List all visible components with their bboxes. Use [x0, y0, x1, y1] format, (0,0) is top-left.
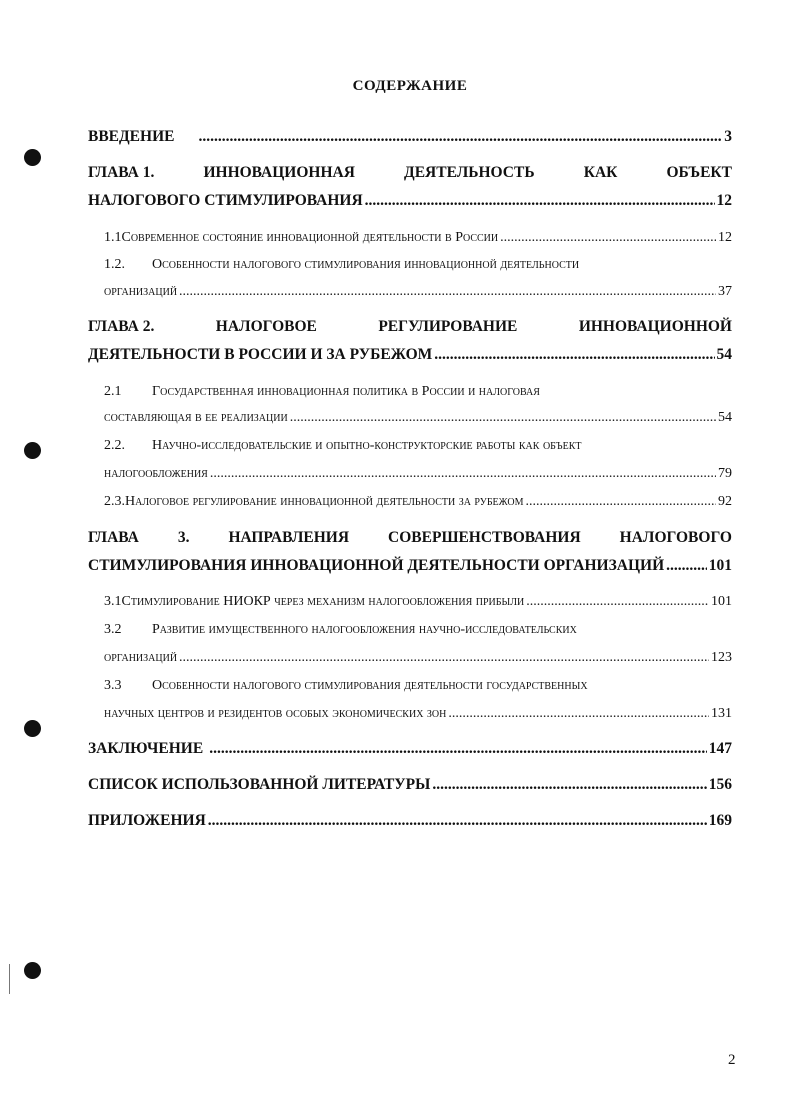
toc-section-1-2-cont[interactable]: [88, 284, 732, 300]
dot-leader: [179, 650, 709, 666]
toc-label: Особенности налогового стимулирования деятельности государственных: [152, 678, 588, 693]
toc-section-2-2[interactable]: [88, 438, 732, 454]
heading-word: ГЛАВА 1.: [88, 164, 155, 181]
toc-chapter-1-heading[interactable]: [88, 164, 732, 182]
toc-label: ВВЕДЕНИЕ: [88, 128, 175, 145]
toc-entry-bibliography[interactable]: [88, 776, 732, 794]
heading-word: 3.: [177, 529, 190, 546]
toc-label: научных центров и резидентов особых экономических зон: [104, 706, 447, 721]
heading-word: НАЛОГОВОЕ: [215, 318, 317, 335]
toc-label: Современное состояние инновационной деятельности в России: [121, 230, 499, 245]
toc-label: ПРИЛОЖЕНИЯ: [88, 812, 206, 829]
toc-section-2-1-cont[interactable]: [88, 410, 732, 426]
dot-leader: [666, 557, 707, 575]
toc-page: 131: [711, 706, 732, 721]
dot-leader: [526, 494, 717, 510]
toc-page: 156: [708, 776, 732, 793]
heading-word: НАПРАВЛЕНИЯ: [228, 529, 350, 546]
toc-label: Научно-исследовательские и опытно-конструкторские работы как объект: [152, 438, 582, 453]
toc-page: 3: [724, 128, 732, 145]
toc-chapter-3[interactable]: [88, 557, 732, 575]
toc-label: организаций: [104, 650, 178, 665]
scan-mark: [9, 964, 10, 994]
heading-word: НАЛОГОВОГО: [619, 529, 732, 546]
heading-word: РЕГУЛИРОВАНИЕ: [378, 318, 518, 335]
section-number: 3.3: [104, 678, 122, 693]
section-number: 1.2.: [104, 257, 125, 272]
dot-leader: [208, 812, 707, 830]
dot-leader: [434, 346, 714, 364]
heading-word: ГЛАВА 2.: [88, 318, 155, 335]
binder-hole: [24, 442, 41, 459]
toc-page: 101: [708, 557, 732, 574]
toc-page: 79: [718, 466, 732, 481]
heading-word: ДЕЯТЕЛЬНОСТЬ: [404, 164, 535, 181]
toc-label: Налоговое регулирование инновационной деятельности за рубежом: [125, 494, 524, 509]
toc-label: ЗАКЛЮЧЕНИЕ: [88, 740, 204, 757]
toc-chapter-1[interactable]: [88, 192, 732, 210]
toc-label: налогообложения: [104, 466, 208, 481]
heading-word: ОБЪЕКТ: [666, 164, 732, 181]
page-title: СОДЕРЖАНИЕ: [352, 78, 468, 94]
toc-label: Развитие имущественного налогообложения научно-исследовательских: [152, 622, 577, 637]
dot-leader: [209, 740, 707, 758]
toc-label: составляющая в ее реализации: [104, 410, 288, 425]
dot-leader: [290, 410, 716, 426]
toc-chapter-2-heading[interactable]: [88, 318, 732, 336]
toc-label: НАЛОГОВОГО СТИМУЛИРОВАНИЯ: [88, 192, 363, 209]
dot-leader: [365, 192, 715, 210]
toc-page: 92: [718, 494, 732, 509]
toc-page: 169: [708, 812, 732, 829]
section-number: 2.1: [104, 384, 122, 399]
toc-section-1-2[interactable]: [88, 257, 732, 273]
toc-entry-appendix[interactable]: [88, 812, 732, 830]
toc-section-3-2[interactable]: [88, 622, 732, 638]
dot-leader: [198, 128, 722, 146]
toc-entry-conclusion[interactable]: [88, 740, 732, 758]
toc-label: организаций: [104, 284, 178, 299]
toc-chapter-3-heading[interactable]: [88, 529, 732, 547]
toc-page: 147: [708, 740, 732, 757]
toc-page: 123: [711, 650, 732, 665]
toc-label: Стимулирование НИОКР через механизм налогообложения прибыли: [121, 594, 525, 609]
toc-label: ДЕЯТЕЛЬНОСТИ В РОССИИ И ЗА РУБЕЖОМ: [88, 346, 433, 363]
toc-page: 37: [718, 284, 732, 299]
toc-page: 12: [718, 230, 732, 245]
toc-label: СТИМУЛИРОВАНИЯ ИННОВАЦИОННОЙ ДЕЯТЕЛЬНОСТИ ОРГАНИЗАЦИЙ: [88, 557, 665, 574]
toc-section-3-3-cont[interactable]: [88, 706, 732, 722]
heading-word: СОВЕРШЕНСТВОВАНИЯ: [388, 529, 581, 546]
section-number: 2.3.: [104, 494, 125, 509]
toc-section-1-1[interactable]: [88, 230, 732, 246]
toc-label: Государственная инновационная политика в России и налоговая: [152, 384, 540, 399]
binder-hole: [24, 720, 41, 737]
toc-page: 12: [716, 192, 732, 209]
heading-word: ГЛАВА: [88, 529, 139, 546]
toc-label: СПИСОК ИСПОЛЬЗОВАННОЙ ЛИТЕРАТУРЫ: [88, 776, 431, 793]
dot-leader: [526, 594, 709, 610]
binder-hole: [24, 149, 41, 166]
toc-label: Особенности налогового стимулирования инновационной деятельности: [152, 257, 580, 272]
toc-page: 101: [711, 594, 732, 609]
heading-word: КАК: [583, 164, 618, 181]
binder-hole: [24, 962, 41, 979]
toc-page: 54: [718, 410, 732, 425]
dot-leader: [179, 284, 716, 300]
toc-section-2-1[interactable]: [88, 384, 732, 400]
section-number: 3.2: [104, 622, 122, 637]
toc-entry-intro[interactable]: [88, 128, 732, 146]
section-number: 1.1: [104, 230, 122, 245]
heading-word: ИННОВАЦИОННАЯ: [203, 164, 355, 181]
toc-section-2-3[interactable]: [88, 494, 732, 510]
toc-section-3-3[interactable]: [88, 678, 732, 694]
dot-leader: [210, 466, 716, 482]
page-number: 2: [728, 1052, 736, 1068]
section-number: 2.2.: [104, 438, 125, 453]
toc-section-3-1[interactable]: [88, 594, 732, 610]
dot-leader: [500, 230, 716, 246]
dot-leader: [448, 706, 709, 722]
toc-section-3-2-cont[interactable]: [88, 650, 732, 666]
toc-section-2-2-cont[interactable]: [88, 466, 732, 482]
section-number: 3.1: [104, 594, 122, 609]
toc-page: 54: [716, 346, 732, 363]
toc-chapter-2[interactable]: [88, 346, 732, 364]
heading-word: ИННОВАЦИОННОЙ: [578, 318, 732, 335]
dot-leader: [432, 776, 706, 794]
